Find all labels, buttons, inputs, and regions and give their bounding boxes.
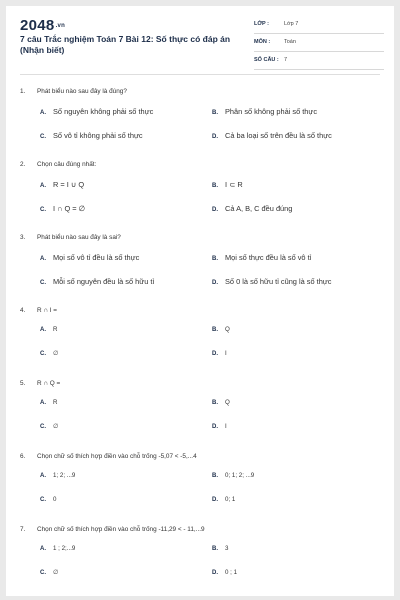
option-letter: A. [40,546,46,552]
option-letter: B. [212,327,218,333]
question-text [20,161,96,168]
option-a[interactable] [40,472,75,479]
option-a[interactable] [40,545,75,552]
question-number: 4. [20,307,26,314]
meta-label: MÔN : [254,39,271,45]
question-text [20,526,205,533]
option-letter: C. [40,280,46,286]
option-letter: D. [212,570,218,576]
option-letter: C. [40,351,46,357]
option-text: R [53,399,58,406]
meta-row-question-count [254,54,384,70]
worksheet-title: 7 câu Trắc nghiệm Toán 7 Bài 12: Số thực có đáp án (Nhận biết) [20,34,231,55]
question-stem: Chọn chữ số thích hợp điền vào chỗ trống -11,29 < - 11,...9 [37,526,205,533]
option-letter: B. [212,546,218,552]
option-text: I [225,423,227,430]
option-letter: A. [40,110,46,116]
option-letter: C. [40,207,46,213]
option-c[interactable] [40,569,58,576]
logo-main: 2048 [20,17,55,34]
question-number: 2. [20,161,26,168]
question-5 [6,372,394,445]
option-text: 0 ; 1 [225,569,238,576]
option-letter: B. [212,183,218,189]
question-text [20,380,60,387]
option-c[interactable] [40,204,85,213]
option-b[interactable] [212,399,230,406]
option-text: Cả ba loại số trên đều là số thực [225,131,332,140]
question-text [20,88,127,95]
option-d[interactable] [212,131,332,140]
option-a[interactable] [40,399,57,406]
option-b[interactable] [212,545,228,552]
option-c[interactable] [40,131,143,140]
question-stem: Chọn chữ số thích hợp điền vào chỗ trống -5,07 < -5,...4 [37,453,197,460]
option-text: I [225,350,227,357]
question-stem: Phát biểu nào sau đây là đúng? [37,88,127,95]
option-text: Mọi số thực đều là số vô tỉ [225,253,312,262]
option-c[interactable] [40,423,58,430]
option-text: Số nguyên không phải số thực [53,107,154,116]
option-a[interactable] [40,107,153,116]
option-letter: D. [212,207,218,213]
option-c[interactable] [40,496,56,503]
option-d[interactable] [212,350,227,357]
header-divider [20,74,380,75]
option-letter: A. [40,327,46,333]
option-letter: A. [40,400,46,406]
question-number: 5. [20,380,26,387]
question-number: 3. [20,234,26,241]
option-letter: C. [40,424,46,430]
option-letter: D. [212,351,218,357]
option-a[interactable] [40,253,139,262]
option-text: Q [225,326,230,333]
option-text: Cả A, B, C đều đúng [225,204,293,213]
option-text: Mọi số vô tỉ đều là số thực [53,253,140,262]
option-text: Số 0 là số hữu tỉ cũng là số thực [225,277,332,286]
question-2 [6,153,394,226]
question-stem: R ∩ Q = [37,380,61,387]
option-d[interactable] [212,277,331,286]
option-text: Số vô tỉ không phải số thực [53,131,143,140]
option-letter: B. [212,256,218,262]
option-text: I ∩ Q = ∅ [53,204,86,213]
option-b[interactable] [212,326,230,333]
option-a[interactable] [40,326,57,333]
logo-domain: .vn [55,23,66,30]
option-text: 0; 1 [225,496,236,503]
option-text: R = I ∪ Q [53,180,85,189]
option-text: 1; 2; ...9 [53,472,76,479]
option-b[interactable] [212,107,317,116]
worksheet-header [6,6,394,72]
option-letter: D. [212,424,218,430]
meta-value: Toán [284,39,296,45]
option-text: Mỗi số nguyên đều là số hữu tỉ [53,277,155,286]
option-letter: D. [212,497,218,503]
meta-value: 7 [284,57,288,63]
question-number: 1. [20,88,26,95]
option-text: ∅ [53,569,59,576]
option-text: R [53,326,58,333]
option-b[interactable] [212,253,311,262]
meta-label: SỐ CÂU : [254,57,279,63]
option-text: 0 [53,496,57,503]
option-letter: C. [40,497,46,503]
option-text: I ⊂ R [225,180,243,189]
worksheet-page [6,6,394,596]
option-text: Phân số không phải số thực [225,107,318,116]
question-list [6,80,394,591]
option-letter: B. [212,400,218,406]
option-letter: C. [40,134,46,140]
option-d[interactable] [212,204,292,213]
option-letter: A. [40,473,46,479]
option-letter: B. [212,110,218,116]
question-stem: Chọn câu đúng nhất: [37,161,97,168]
question-stem: Phát biểu nào sau đây là sai? [37,234,121,241]
option-a[interactable] [40,180,84,189]
option-c[interactable] [40,350,58,357]
question-stem: R ∩ I = [37,307,58,314]
option-letter: A. [40,256,46,262]
question-3 [6,226,394,299]
option-c[interactable] [40,277,154,286]
meta-row-subject [254,36,384,52]
worksheet-meta [254,18,384,72]
option-letter: B. [212,473,218,479]
meta-row-class [254,18,384,34]
option-b[interactable] [212,472,254,479]
question-6 [6,445,394,518]
option-text: 3 [225,545,229,552]
question-text [20,234,121,241]
option-letter: C. [40,570,46,576]
meta-label: LỚP : [254,21,269,27]
option-text: ∅ [53,350,59,357]
question-text [20,307,57,314]
option-text: Q [225,399,230,406]
option-text: 1 ; 2;...9 [53,545,76,552]
question-number: 6. [20,453,26,460]
option-text: 0; 1; 2; ...9 [225,472,255,479]
question-1 [6,80,394,153]
meta-value: Lớp 7 [284,21,299,27]
option-d[interactable] [212,569,237,576]
option-d[interactable] [212,423,227,430]
option-b[interactable] [212,180,243,189]
question-text [20,453,197,460]
option-letter: A. [40,183,46,189]
question-4 [6,299,394,372]
option-letter: D. [212,280,218,286]
site-logo[interactable] [20,17,65,34]
question-number: 7. [20,526,26,533]
question-7 [6,518,394,591]
option-text: ∅ [53,423,59,430]
option-d[interactable] [212,496,235,503]
option-letter: D. [212,134,218,140]
